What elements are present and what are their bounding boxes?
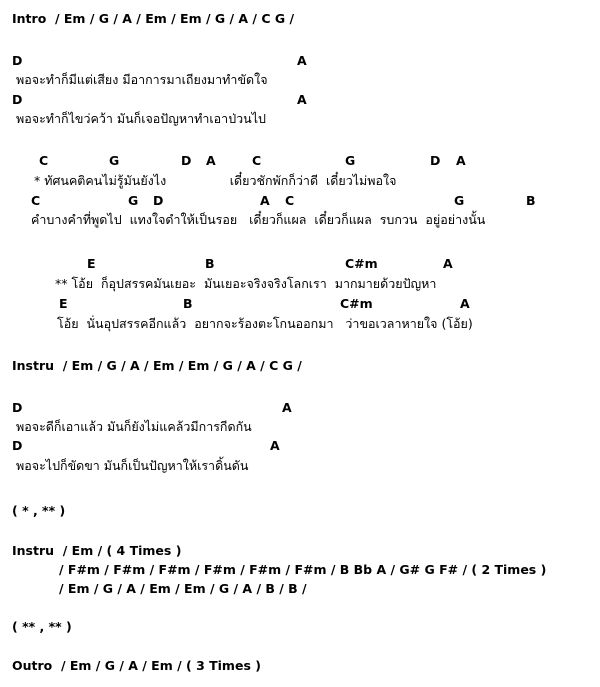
chord: A <box>260 193 270 208</box>
repeat-marker: ( * , ** ) <box>12 503 66 518</box>
chord: A <box>297 92 307 107</box>
chord: D <box>12 438 23 453</box>
chord: G <box>454 193 465 208</box>
lyric-line: พอจะทำก็ไขว่คว้า มันก็เจอปัญหาทำเอาป่วนไป <box>16 111 266 126</box>
chord: C <box>252 153 262 168</box>
chord: G <box>128 193 139 208</box>
chord: C <box>285 193 295 208</box>
chord: C <box>39 153 49 168</box>
chord: A <box>460 296 470 311</box>
chord: A <box>206 153 216 168</box>
chord: B <box>205 256 215 271</box>
intro-line: Intro / Em / G / A / Em / Em / G / A / C G / <box>12 11 295 26</box>
chord: D <box>181 153 192 168</box>
chord: E <box>59 296 68 311</box>
chord: B <box>526 193 536 208</box>
chord: A <box>282 400 292 415</box>
chord: A <box>270 438 280 453</box>
instru-line: / F#m / F#m / F#m / F#m / F#m / F#m / B Bb A / G# G F# / ( 2 Times ) <box>59 562 547 577</box>
lyric-line: โอ้ย นั่นอุปสรรคอีกแล้ว อยากจะร้องตะโกนออกมา ว่าขอเวลาหายใจ (โอ้ย) <box>57 316 473 331</box>
chord: E <box>87 256 96 271</box>
chord: C#m <box>340 296 373 311</box>
chord: C <box>31 193 41 208</box>
chord: D <box>430 153 441 168</box>
instru-line: Instru / Em / G / A / Em / Em / G / A / C G / <box>12 358 302 373</box>
chord: G <box>109 153 120 168</box>
instru-line: Instru / Em / ( 4 Times ) <box>12 543 182 558</box>
lyric-line: * ทัศนคติคนไม่รู้มันยังไง เดี๋ยวชักพักก็ว่าดี เดี๋ยวไม่พอใจ <box>34 173 397 188</box>
chord: A <box>443 256 453 271</box>
chord: A <box>456 153 466 168</box>
instru-line: / Em / G / A / Em / Em / G / A / B / B / <box>59 581 307 596</box>
chord: D <box>12 53 23 68</box>
chord: D <box>12 400 23 415</box>
lyric-line: พอจะดีก็เอาแล้ว มันก็ยังไม่แคล้วมีการกีดกัน <box>16 419 252 434</box>
lyric-line: พอจะทำก็มีแต่เสียง มีอาการมาเถียงมาทำขัดใจ <box>16 72 268 87</box>
lyric-line: พอจะไปก็ขัดขา มันก็เป็นปัญหาให้เราดิ้นดัน <box>16 458 249 473</box>
chord: A <box>297 53 307 68</box>
chord: B <box>183 296 193 311</box>
lyric-line: ** โอ้ย ก็อุปสรรคมันเยอะ มันเยอะจริงจริงโลกเรา มากมายด้วยปัญหา <box>55 276 437 291</box>
repeat-marker: ( ** , ** ) <box>12 619 72 634</box>
chord: G <box>345 153 356 168</box>
lyric-line: คำบางคำที่พูดไป แทงใจดำให้เป็นรอย เดี๋ยวก็แผล เดี๋ยวก็แผล รบกวน อยู่อย่างนั้น <box>31 212 486 227</box>
chord: C#m <box>345 256 378 271</box>
chord: D <box>12 92 23 107</box>
outro-line: Outro / Em / G / A / Em / ( 3 Times ) <box>12 658 261 673</box>
chord: D <box>153 193 164 208</box>
